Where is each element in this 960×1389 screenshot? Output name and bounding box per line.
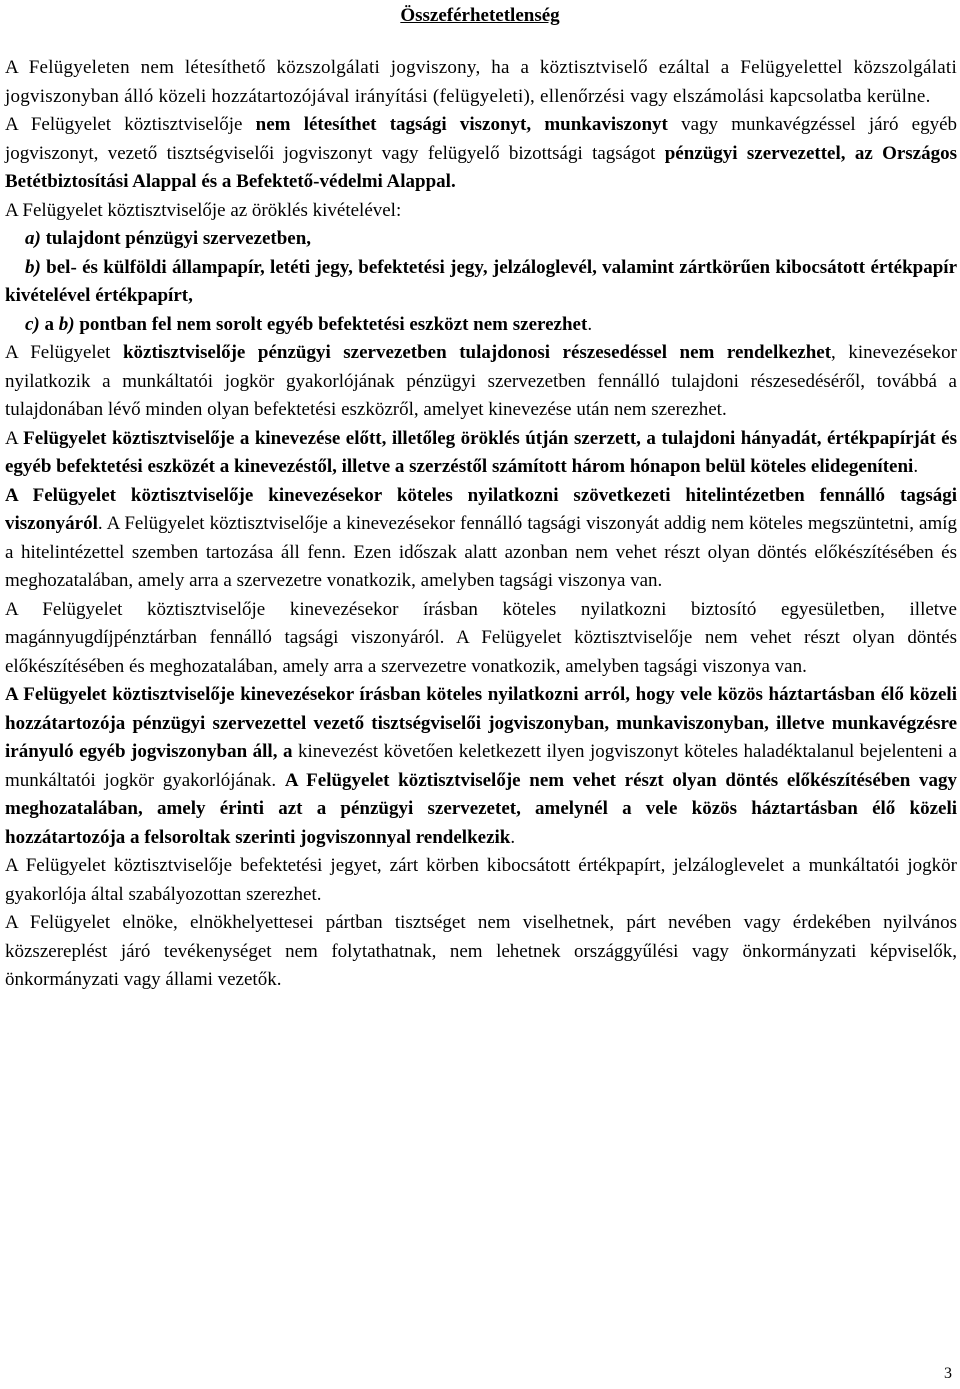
text-span: kinevezést követően keletkezett ilyen jogviszonyt köteles haladéktalanul bejelenteni a munkáltatói jogkör gyakorlójának. — [5, 741, 957, 791]
paragraph-investment-units: A Felügyelet köztisztviselője befektetési jegyet, zárt körben kibocsátott értékpapírt, jelzáloglevelet a munkáltatói jogkör gyakorlója által szabályozottan szerezhet. — [5, 855, 957, 905]
list-label: c) — [25, 313, 40, 335]
text-span: . — [913, 456, 919, 477]
list-item-a — [5, 225, 957, 254]
list-intro: A Felügyelet köztisztviselője az öröklés kivételével: — [5, 199, 402, 221]
list-text: pontban fel nem sorolt egyéb befektetési eszközt nem szerezhet — [74, 313, 588, 335]
document-body — [5, 54, 957, 995]
text-span: A — [5, 427, 24, 449]
paragraph-acquisition-restriction — [5, 197, 957, 340]
paragraph-cooperative-membership — [5, 482, 957, 596]
paragraph-appointment-restriction: A Felügyeleten nem létesíthető közszolgálati jogviszony, ha a köztisztviselő ezáltal a Felügyelettel közszolgálati jogviszonyban álló közeli hozzátartozójával irányítási (felügyeleti), ellenőrzési vagy elszámolási kapcsolatba kerülne. — [5, 57, 957, 107]
paragraph-leadership-politics: A Felügyelet elnöke, elnökhelyettesei pártban tisztséget nem viselhetnek, párt nevében vagy érdekében nyilvános közszereplést járó tevékenységet nem folytathatnak, nem lehetnek országgyűlési vagy önkormányzati képviselők, önkormányzati vagy állami vezetők. — [5, 912, 957, 990]
text-span: vagy munkavégzéssel járó egyéb jogviszonyt, vezető tisztségviselői jogviszonyt vagy felügyelő bizottsági tagságot — [5, 114, 958, 164]
page-number: 3 — [944, 1365, 952, 1382]
bold-text: A Felügyelet köztisztviselője nem vehet részt olyan döntés előkészítésében vagy meghozatalában, amely érinti azt a pénzügyi szervezetet, amelynél a vele közös háztartásban élő közeli hozzátartozója a felsoroltak szerinti jogviszonnyal rendelkezik — [5, 769, 957, 848]
list-text: a — [39, 313, 59, 335]
paragraph-relative-declaration — [5, 681, 957, 852]
bold-text: Felügyelet köztisztviselője a kinevezése előtt, illetőleg öröklés útján szerzett, a tulajdoni hányadát, értékpapírját és egyéb befektetési eszközét a kinevezéstől, illetve a szerzéstől számított három hónapon belül köteles elidegeníteni — [5, 427, 957, 477]
bold-text: köztisztviselője pénzügyi szervezetben tulajdonosi részesedéssel nem rendelkezhet — [122, 342, 832, 363]
paragraph-ownership-declaration — [5, 339, 957, 425]
text-span: A Felügyelet — [5, 342, 123, 363]
list-text: bel- és külföldi állampapír, letéti jegy, befektetési jegy, jelzáloglevél, valamint zártkörűen kibocsátott értékpapír kivételével értékpapírt, — [5, 256, 957, 306]
bold-text: nem létesíthet tagsági viszonyt, munkaviszonyt — [255, 114, 668, 135]
list-item-b — [5, 254, 957, 311]
text-span: , kinevezésekor nyilatkozik a munkáltatói jogkör gyakorlójának pénzügyi szervezetben fennálló tulajdoni részesedéséről, továbbá a tulajdonában lévő minden olyan befektetési eszközről, amelyet kinevezése után nem szerezhet. — [5, 342, 957, 420]
text-span: . — [587, 313, 593, 335]
bold-text: A Felügyelet köztisztviselője kinevezésekor köteles nyilatkozni szövetkezeti hitelintézetben fennálló tagsági viszonyáról — [5, 484, 957, 534]
page-title: Összeférhetetlenség — [400, 5, 560, 26]
bold-text: pénzügyi szervezettel, az Országos Betétbiztosítási Alappal és a Befektető-védelmi Alappal. — [5, 142, 958, 192]
paragraph-insurance-membership: A Felügyelet köztisztviselője kinevezésekor írásban köteles nyilatkozni biztosító egyesületben, illetve magánnyugdíjpénztárban fennálló tagsági viszonyáról. A Felügyelet köztisztviselője nem vehet részt olyan döntés előkészítésében és meghozatalában, amely arra a szervezetre vonatkozik, amelyben tagsági viszonya van. — [5, 598, 957, 677]
paragraph-divestment — [5, 425, 957, 482]
text-span: . A Felügyelet köztisztviselője a kinevezésekor fennálló tagsági viszonyát addig nem köteles megszüntetni, amíg a hitelintézettel szemben tartozása áll fenn. Ezen időszak alatt azonban nem vehet részt olyan döntés előkészítésében és meghozatalában, amely arra a szervezetre vonatkozik, amelyben tagsági viszonya van. — [5, 513, 957, 591]
list-item-c — [5, 311, 610, 340]
text-span: A Felügyelet köztisztviselője — [5, 114, 256, 135]
list-reference: b) — [58, 313, 75, 335]
bold-text: A Felügyelet köztisztviselője kinevezésekor írásban köteles nyilatkozni arról, hogy vele közös háztartásban élő közeli hozzátartozója pénzügyi szervezettel vezető tisztségviselői jogviszonyban, munkaviszonyban, illetve munkavégzésre irányuló egyéb jogviszonyban áll, a — [5, 684, 957, 762]
list-label: b) — [25, 256, 41, 278]
text-span: . — [510, 826, 516, 848]
list-label: a) — [25, 228, 41, 249]
paragraph-employment-restriction — [5, 111, 957, 197]
list-text: tulajdont pénzügyi szervezetben, — [40, 228, 312, 249]
